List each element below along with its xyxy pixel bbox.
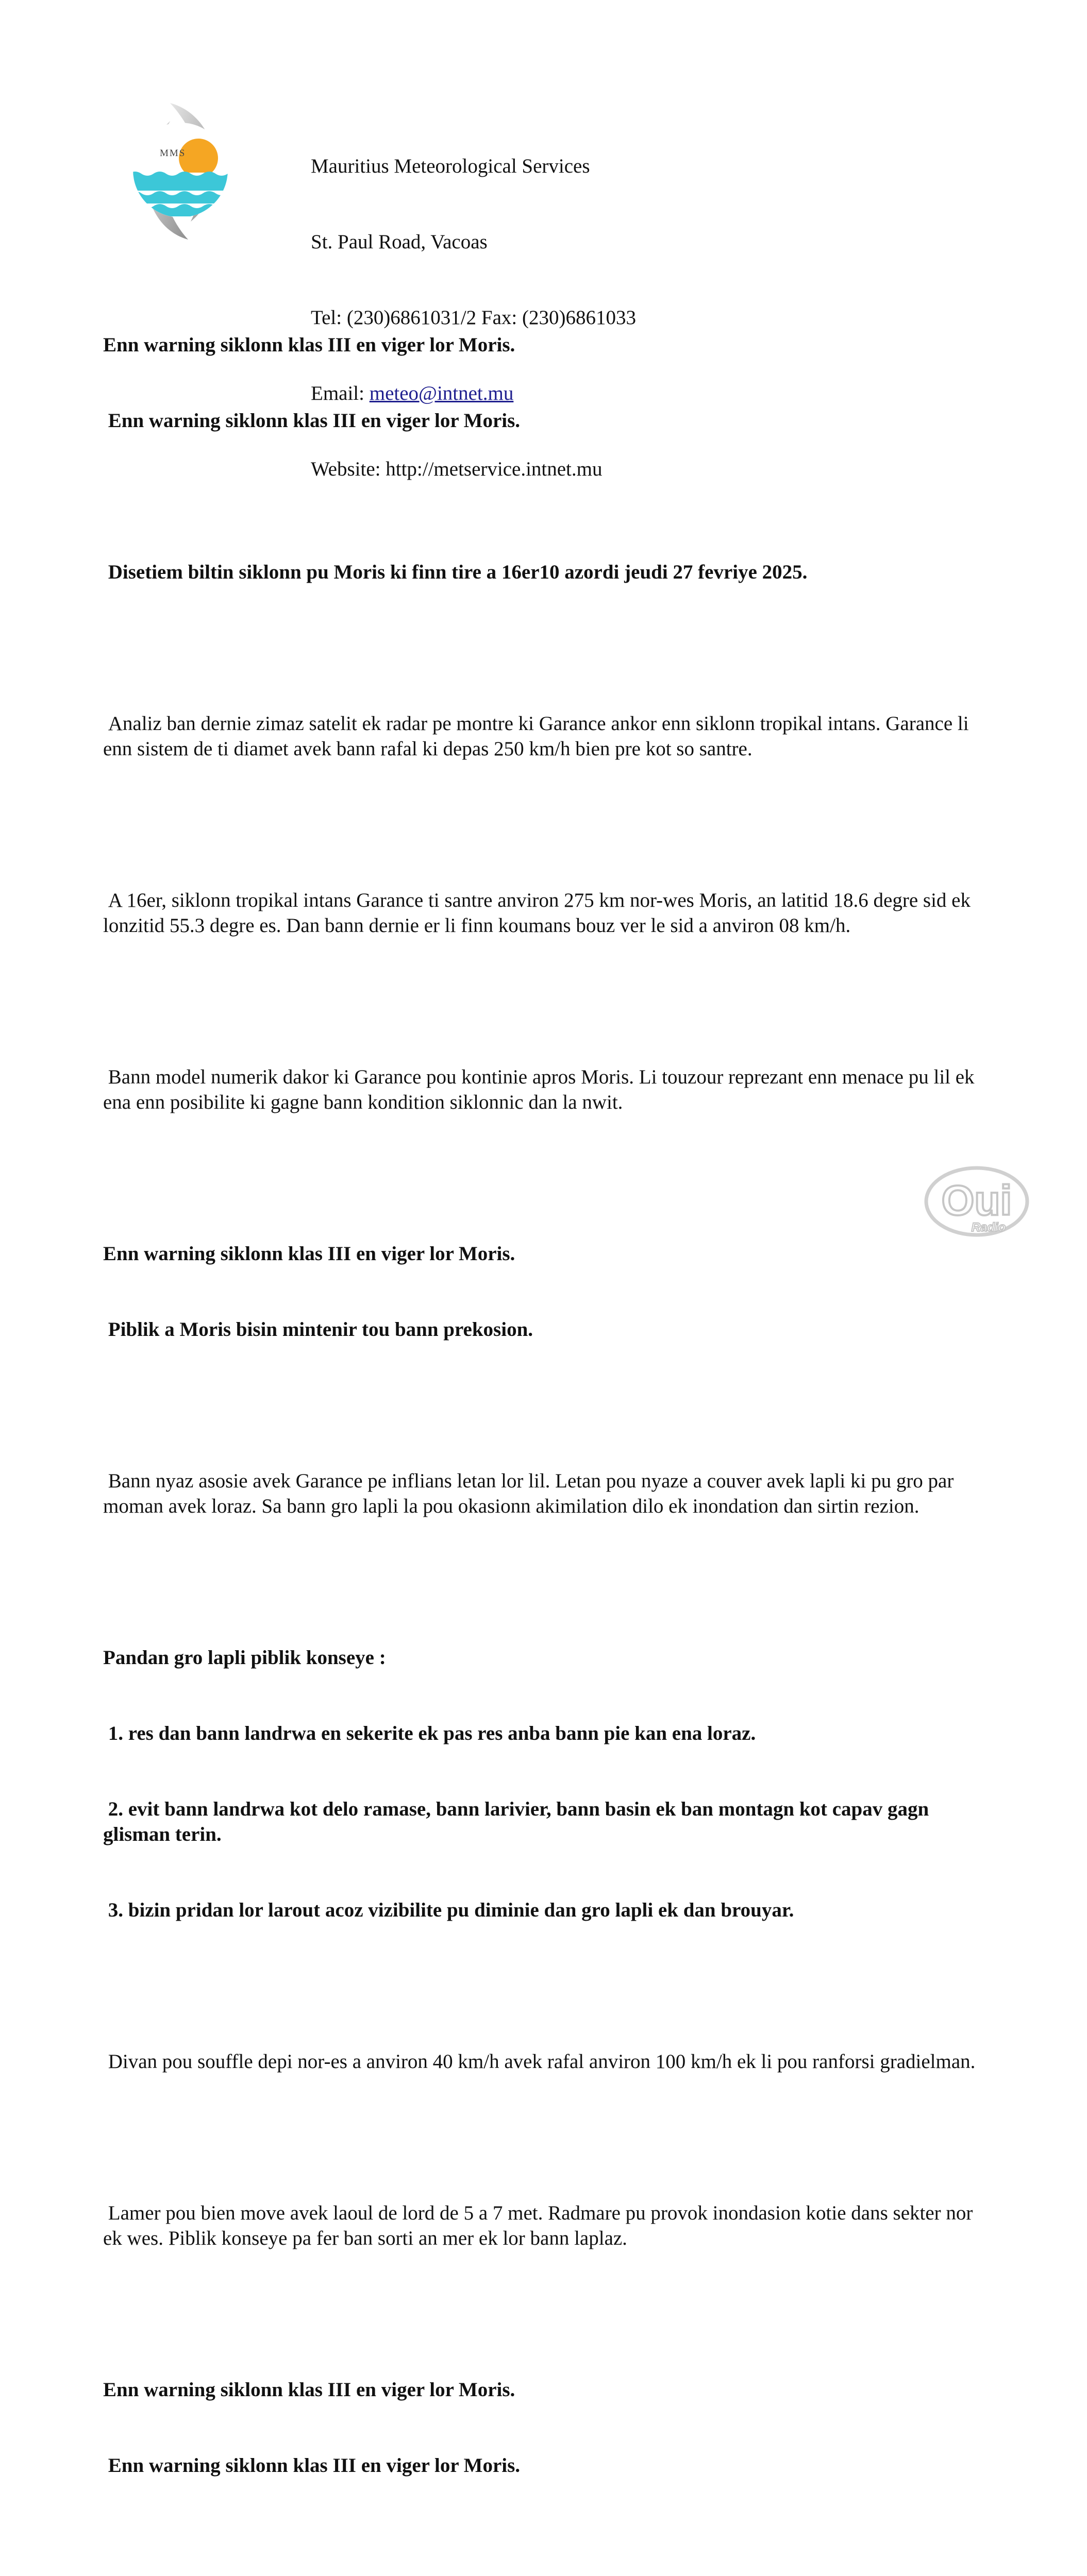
advice-item: 1. res dan bann landrwa en sekerite ek pas res anba bann pie kan ena loraz. (103, 1722, 756, 1744)
paragraph-analysis: Analiz ban dernie zimaz satelit ek radar pe montre ki Garance ankor enn siklonn tropikal intans. Garance li enn sistem de ti diamet avek bann rafal ki depas 250 km/h bien pre kot so santre. (103, 713, 974, 760)
oui-radio-watermark-icon (923, 1159, 1031, 1242)
paragraph-clouds: Bann nyaz asosie avek Garance pe inflians letan lor lil. Letan pou nyaze a couver avek lapli ki pu gro par moman avek loraz. Sa bann gro lapli la pou okasionn akimilation dilo ek inondation dan sirtin rezion. (103, 1470, 959, 1517)
warning-heading: Enn warning siklonn klas III en viger lor Moris. (103, 334, 515, 356)
warning-heading: Enn warning siklonn klas III en viger lor Moris. (103, 2454, 521, 2477)
watermark-text: Oui (941, 1177, 1012, 1224)
advice-item: 3. bizin pridan lor larout acoz vizibilite pu diminie dan gro lapli ek dan brouyar. (103, 1899, 794, 1921)
advice-title: Pandan gro lapli piblik konseye : (103, 1647, 386, 1669)
advice-item: 2. evit bann landrwa kot delo ramase, bann larivier, bann basin ek ban montagn kot capav gagn glisman terin. (103, 1798, 934, 1845)
org-address: St. Paul Road, Vacoas (311, 231, 488, 253)
warning-heading: Enn warning siklonn klas III en viger lor Moris. (103, 2379, 515, 2401)
org-phone-fax: Tel: (230)6861031/2 Fax: (230)6861033 (311, 307, 636, 329)
email-link[interactable]: meteo@intnet.mu (369, 382, 514, 404)
logo-text: MMS (160, 148, 186, 159)
watermark-subtext: Radio (971, 1221, 1006, 1234)
paragraph-wind: Divan pou souffle depi nor-es a anviron 40 km/h avek rafal anviron 100 km/h ek li pou ranforsi gradielman. (103, 2050, 976, 2073)
email-label: Email: (311, 382, 370, 404)
org-name: Mauritius Meteorological Services (311, 155, 590, 177)
mms-logo (129, 100, 232, 242)
org-website: Website: http://metservice.intnet.mu (311, 458, 603, 480)
paragraph-models: Bann model numerik dakor ki Garance pou kontinie apros Moris. Li touzour reprezant enn menace pu lil ek ena enn posibilite ki gagne bann kondition siklonnic dan la nwit. (103, 1066, 980, 1113)
precaution-notice: Piblik a Moris bisin mintenir tou bann prekosion. (103, 1318, 533, 1341)
paragraph-position: A 16er, siklonn tropikal intans Garance ti santre anviron 275 km nor-wes Moris, an latitid 18.6 degre sid ek lonzitid 55.3 degre es. Dan bann dernie er li finn koumans bouz ver le sid a anviron 08 km/h. (103, 889, 976, 937)
warning-heading: Enn warning siklonn klas III en viger lor Moris. (103, 410, 521, 432)
warning-heading: Enn warning siklonn klas III en viger lor Moris. (103, 1243, 515, 1265)
paragraph-sea: Lamer pou bien move avek laoul de lord de 5 a 7 met. Radmare pu provok inondasion kotie dans sekter nor ek wes. Piblik konseye pa fer ban sorti an mer ek lor bann laplaz. (103, 2202, 978, 2249)
bulletin-body (103, 282, 990, 2576)
bulletin-title: Disetiem biltin siklonn pu Moris ki finn tire a 16er10 azordi jeudi 27 fevriye 2025. (103, 561, 808, 583)
